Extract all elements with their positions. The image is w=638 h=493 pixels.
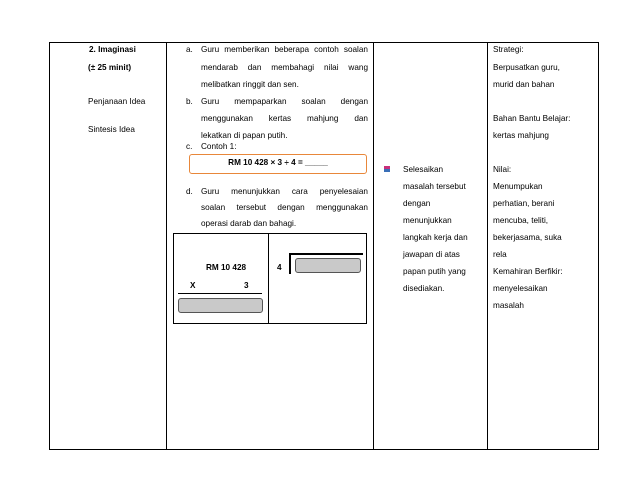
multiply-operator: X <box>190 281 196 290</box>
teaching-aid-value: kertas mahjung <box>493 131 549 140</box>
item-a-line-1: Guru memberikan beberapa contoh soalan <box>201 45 368 54</box>
values-label: Nilai: <box>493 165 512 174</box>
item-b-line-3: lekatkan di papan putih. <box>201 131 288 140</box>
item-d-line-3: operasi darab dan bahagi. <box>201 219 297 228</box>
idea-synthesis-text: Sintesis Idea <box>88 125 135 134</box>
item-a-line-2: mendarab dan membahagi nilai wang <box>201 63 368 72</box>
strategy-label: Strategi: <box>493 45 524 54</box>
item-d-line-2: soalan tersebut dengan menggunakan <box>201 203 368 212</box>
values-line-5: rela <box>493 250 507 259</box>
item-a-line-3: melibatkan ringgit dan sen. <box>201 80 299 89</box>
division-answer-box <box>295 258 361 273</box>
item-a-marker: a. <box>186 45 193 54</box>
activity-line-3: dengan <box>403 199 431 208</box>
column-divider-2 <box>373 42 374 450</box>
values-line-2: perhatian, berani <box>493 199 555 208</box>
divisor-text: 4 <box>277 263 282 272</box>
multiplication-line <box>178 293 262 294</box>
stage-heading: 2. Imaginasi <box>89 45 136 54</box>
values-line-3: mencuba, teliti, <box>493 216 549 225</box>
activity-line-6: jawapan di atas <box>403 250 460 259</box>
thinking-skills-line-2: masalah <box>493 301 524 310</box>
item-b-line-2: menggunakan kertas mahjung dan <box>201 114 368 123</box>
long-division-bar <box>289 253 363 255</box>
table-left-border <box>49 42 50 450</box>
multiplicand-text: RM 10 428 <box>206 263 247 272</box>
activity-line-8: disediakan. <box>403 284 445 293</box>
table-top-border <box>49 42 599 43</box>
activity-line-2: masalah tersebut <box>403 182 466 191</box>
calculation-divider <box>268 234 269 323</box>
strategy-line-1: Berpusatkan guru, <box>493 63 560 72</box>
thinking-skills-line-1: menyelesaikan <box>493 284 548 293</box>
stage-duration: (± 25 minit) <box>88 63 132 72</box>
multiplier-text: 3 <box>244 281 249 290</box>
example-label: Contoh 1: <box>201 142 237 151</box>
activity-line-1: Selesaikan <box>403 165 444 174</box>
idea-generation-text: Penjanaan Idea <box>88 97 146 106</box>
activity-line-5: langkah kerja dan <box>403 233 468 242</box>
table-right-border <box>598 42 599 450</box>
item-c-marker: c. <box>186 142 193 151</box>
multiplication-answer-box <box>178 298 263 313</box>
column-divider-3 <box>487 42 488 450</box>
values-line-1: Menumpukan <box>493 182 543 191</box>
item-d-marker: d. <box>186 187 193 196</box>
item-b-line-1: Guru mempaparkan soalan dengan <box>201 97 368 106</box>
column-divider-1 <box>166 42 167 450</box>
activity-line-4: menunjukkan <box>403 216 452 225</box>
item-b-marker: b. <box>186 97 193 106</box>
thinking-skills-label: Kemahiran Berfikir: <box>493 267 563 276</box>
values-line-4: bekerjasama, suka <box>493 233 562 242</box>
formula-box <box>189 154 367 174</box>
activity-line-7: papan putih yang <box>403 267 466 276</box>
table-bottom-border <box>49 449 599 450</box>
teaching-aid-label: Bahan Bantu Belajar: <box>493 114 571 123</box>
strategy-line-2: murid dan bahan <box>493 80 555 89</box>
formula-text: RM 10 428 × 3 ÷ 4 = _____ <box>228 158 328 167</box>
pink-square-bullet-icon <box>384 166 390 172</box>
long-division-bracket <box>289 253 291 274</box>
item-d-line-1: Guru menunjukkan cara penyelesaian <box>201 187 368 196</box>
